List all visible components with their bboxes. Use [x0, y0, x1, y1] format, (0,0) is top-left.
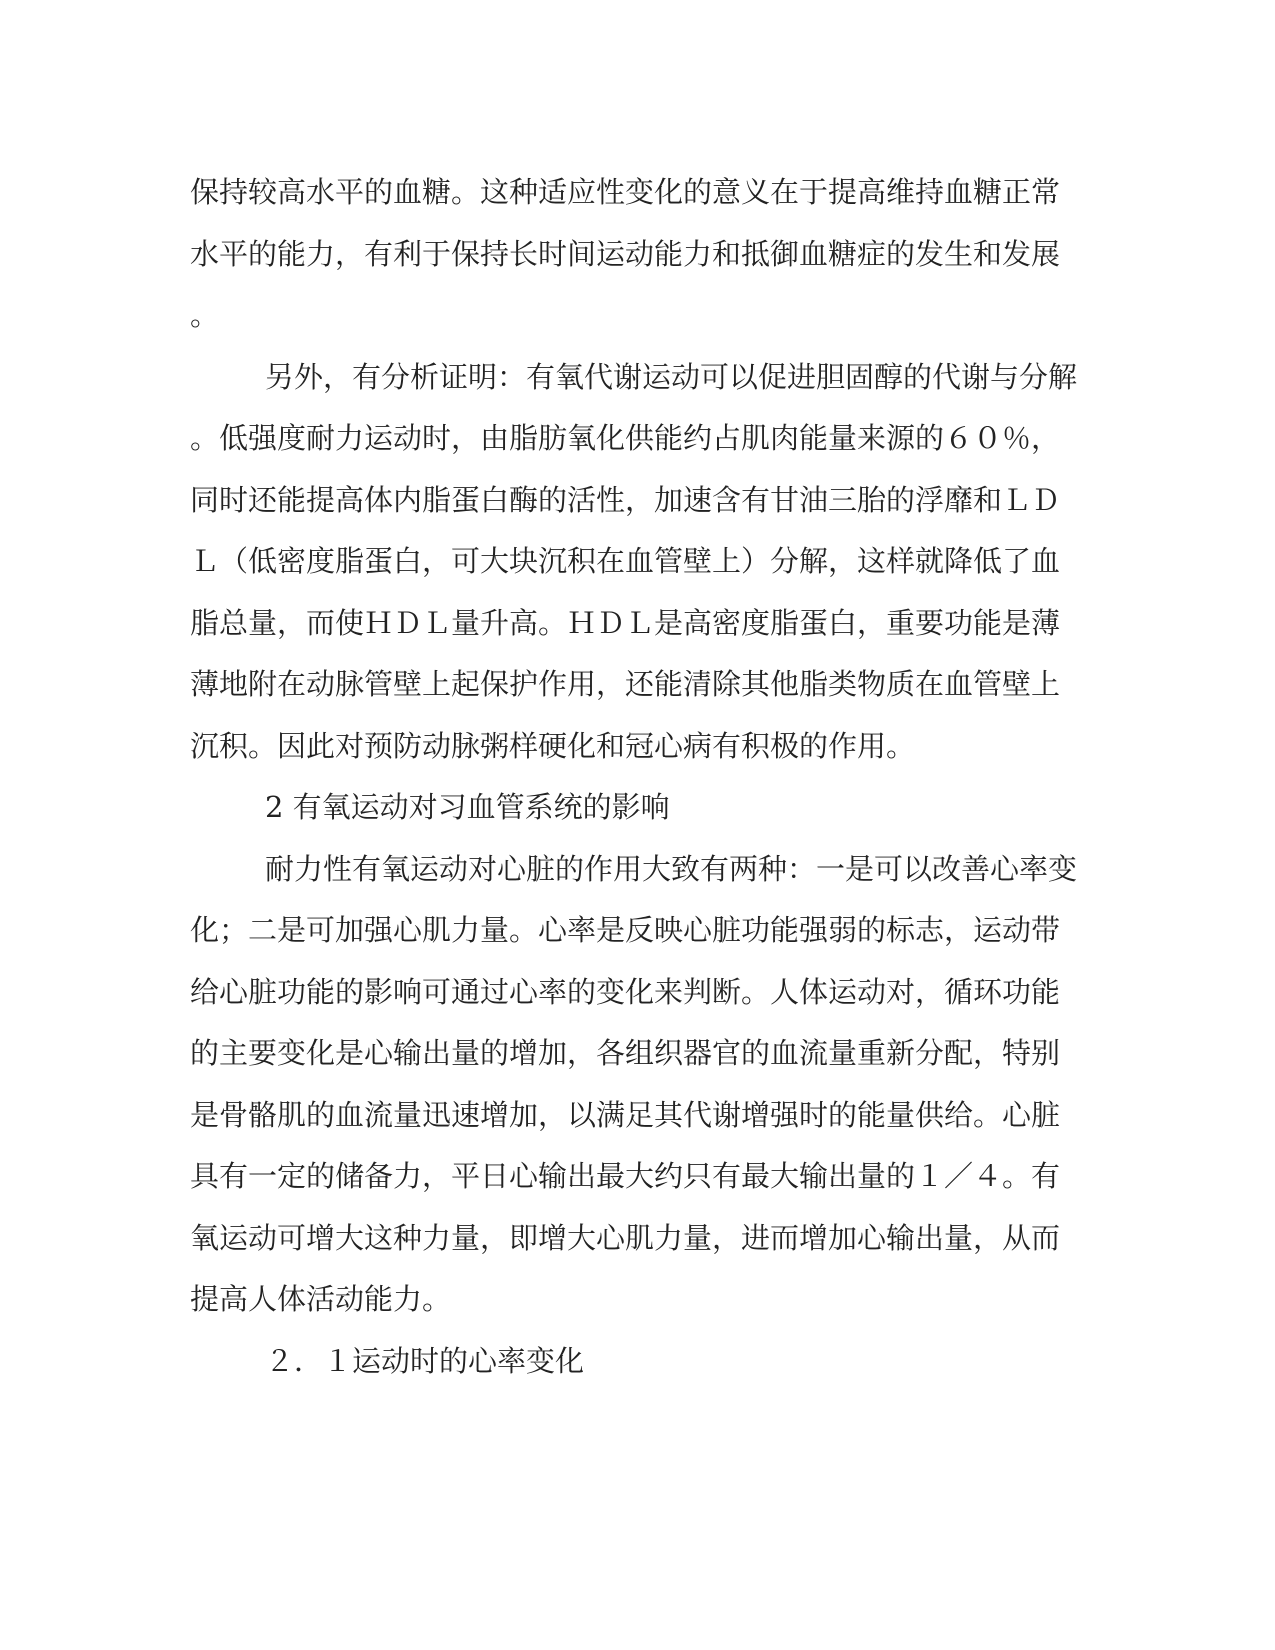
text-line: 薄地附在动脉管壁上起保护作用，还能清除其他脂类物质在血管壁上	[190, 667, 1061, 701]
text-line: 保持较高水平的血糖。这种适应性变化的意义在于提高维持血糖正常	[190, 175, 1061, 209]
text-line: 另外，有分析证明：有氧代谢运动可以促进胆固醇的代谢与分解	[265, 359, 1078, 394]
text-line: 提高人体活动能力。	[190, 1282, 452, 1316]
document-body	[190, 162, 1078, 1392]
text-line: 2 有氧运动对习血管系统的影响	[265, 790, 670, 824]
text-line: 给心脏功能的影响可通过心率的变化来判断。人体运动对，循环功能	[190, 974, 1061, 1009]
text-line: 是骨骼肌的血流量迅速增加，以满足其代谢增强时的能量供给。心脏	[190, 1097, 1061, 1132]
text-line: 脂总量，而使ＨＤＬ量升高。ＨＤＬ是高密度脂蛋白，重要功能是薄	[190, 605, 1061, 640]
text-line: Ｌ（低密度脂蛋白，可大块沉积在血管壁上）分解，这样就降低了血	[190, 544, 1061, 578]
text-line: 的主要变化是心输出量的增加，各组织器官的血流量重新分配，特别	[190, 1036, 1061, 1070]
text-line: 。低强度耐力运动时，由脂肪氧化供能约占肌肉能量来源的６０％，	[190, 421, 1061, 455]
text-line: 沉积。因此对预防动脉粥样硬化和冠心病有积极的作用。	[190, 728, 916, 763]
text-line: 水平的能力，有利于保持长时间运动能力和抵御血糖症的发生和发展	[190, 236, 1061, 271]
text-line: ２．１运动时的心率变化	[265, 1343, 585, 1378]
text-line: 耐力性有氧运动对心脏的作用大致有两种：一是可以改善心率变	[265, 851, 1078, 886]
text-line: 化；二是可加强心肌力量。心率是反映心脏功能强弱的标志，运动带	[190, 913, 1061, 947]
text-line: 氧运动可增大这种力量，即增大心肌力量，进而增加心输出量，从而	[190, 1220, 1061, 1255]
text-line: 。	[190, 298, 220, 332]
text-line: 同时还能提高体内脂蛋白酶的活性，加速含有甘油三胎的浮靡和ＬＤ	[190, 482, 1061, 517]
text-line: 具有一定的储备力，平日心输出最大约只有最大输出量的１／４。有	[190, 1159, 1061, 1193]
